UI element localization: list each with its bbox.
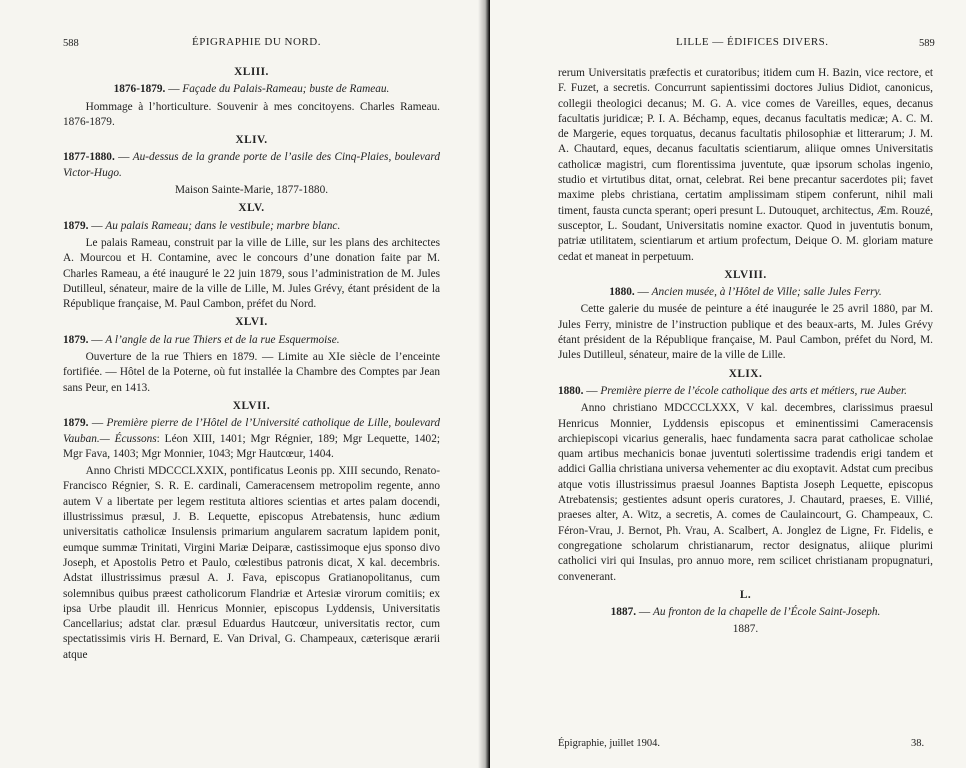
- entry-year: 1876-1879.: [113, 83, 166, 96]
- entry-title: Façade du Palais-Rameau; buste de Rameau.: [182, 83, 390, 96]
- entry-title: Au palais Rameau; dans le vestibule; marbre blanc.: [105, 219, 341, 232]
- paragraph: Ouverture de la rue Thiers en 1879. — Limite au XIe siècle de l’enceinte fortifiée. — Hôtel de la Poterne, où fut installée la Chambre des Comptes par Jean sans Peur, en 1413.: [63, 351, 440, 394]
- entry-detail: : Léon XIII, 1401; Mgr Régnier, 189; Mgr Lequette, 1402; Mgr Fava, 1403; Mgr Monnier, 1043; Mgr Hautcœur, 1404.: [63, 432, 440, 460]
- entry-heading: [558, 384, 933, 399]
- entry-year: 1879.: [63, 219, 89, 232]
- running-head: LILLE — ÉDIFICES DIVERS.: [676, 36, 829, 48]
- entry-heading: [63, 219, 440, 234]
- dash: —: [636, 606, 654, 619]
- running-head: ÉPIGRAPHIE DU NORD.: [192, 36, 321, 48]
- entry-heading: [558, 285, 933, 300]
- text-column: [558, 66, 933, 638]
- entry-title: Au fronton de la chapelle de l’École Saint-Joseph.: [653, 606, 881, 619]
- footer-right: 38.: [911, 738, 925, 749]
- dash: —: [114, 151, 133, 164]
- dash: —: [88, 417, 107, 430]
- paragraph: Hommage à l’horticulture. Souvenir à mes concitoyens. Charles Rameau. 1876-1879.: [63, 100, 440, 128]
- centered-line: 1887.: [732, 623, 759, 636]
- page-number: 588: [63, 38, 79, 49]
- entry-title: Au-dessus de la grande porte de l’asile des Cinq-Plaies, boulevard Victor-Hugo.: [63, 151, 440, 179]
- paragraph: Le palais Rameau, construit par la ville de Lille, sur les plans des architectes A. Mourcou et H. Contamine, avec le concours d’une donation faite par M. Charles Rameau, a été inauguré le 22 juin 1879, sous l’administration de M. Jules Dutilleul, sénateur, maire de la ville de Lille, M. Jules Grévy, étant président de la République française, M. Paul Cambon, préfet du Nord.: [63, 236, 440, 311]
- section-number: XLIV.: [235, 134, 268, 147]
- dash: —: [583, 384, 601, 397]
- entry-heading: [63, 150, 440, 181]
- section-number: XLVIII.: [724, 268, 767, 281]
- entry-year: 1880.: [558, 384, 584, 397]
- page-number: 589: [919, 38, 935, 49]
- dash: —: [634, 286, 652, 299]
- paragraph: Anno Christi MDCCCLXXIX, pontificatus Leonis pp. XIII secundo, Renato-Francisco Régnier, S. R. E. cardinali, Cameracensem metropolim regente, anno autem V a libertate per legem restituta altiores scientias et artes palam docendi, illustrissimus præsul, J. B. Lequette, episcopus Atrebatensis, hunc ædium universitatis catholicæ Insulensis primarium angularem sacratum lapidem ponit, eumque summæ Trinitati, Virgini Mariæ Deiparæ, castissimoque ejus sponso divo Joseph, et Apostolis Petro et Paulo, cœlestibus patronis dicat, X kal. decembris. Adstat illustrissimus præsul A. J. Fava, episcopus Gratianopolitanus, cum solemnibus quibus præest catholicorum Flandriæ et Artesiæ virorum comitiis; ex ipsa Urbe plaudit ill. Henricus Monnier, episcopus Lyddensis, Universitatis Cancellarius; adstat clar. præsul Eduardus Hautcœur, universitatis rector, cum spectatissimis viris H. Bernard, E. Van Drival, G. Champeaux, cæterisque ærarii atque: [63, 465, 440, 661]
- entry-year: 1877-1880.: [63, 151, 115, 164]
- section-number: XLVII.: [232, 399, 271, 412]
- dash: —: [165, 83, 183, 96]
- dash: —: [88, 219, 106, 232]
- entry-heading: [63, 416, 440, 462]
- entry-year: 1879.: [63, 417, 89, 430]
- text-column: [63, 62, 440, 666]
- section-number: XLVI.: [235, 316, 268, 329]
- paragraph: rerum Universitatis præfectis et curatoribus; itidem cum H. Bazin, vice rectore, et F. Fuzet, a secretis. Concurrunt sapientissimi doctores Julius Didiot, canonicus, collegii theologici decanus; M. G. A. vice comes de Vareilles, eques, decanus facultatis juridicæ; P. I. A. Béchamp, eques, decanus facultatis medicæ; A. C. M. de Margerie, eques torquatus, decanus facultatis philosophiæ et litterarum; J. M. A. Chautard, eques, decanus facultatis scientiarum, aliique omnes Universitatis catholicæ magistri, cum florentissima juventute, quæ ipsorum scholas ingenio, studio et virtutibus ditat, ornat, celebrat. Rei bene precantur sacerdotes pii; favet maxime plebs christiana, certatim amplissimam stipem conferunt, nihil mali timent, fausta cuncta sperant; operi presunt L. Dutouquet, architectus, Æm. Rouzé, susceptor, L. Soudant, Universitatis nomine exactor. Quod in juventutis bonum, patriæ utilitatem, scientiarum et artium profectum, Deique O. M. gloriam mature cedat et maneat in perpetuum.: [558, 67, 933, 263]
- footer-left: Épigraphie, juillet 1904.: [558, 738, 661, 749]
- entry-heading: [63, 333, 440, 348]
- entry-title: A l’angle de la rue Thiers et de la rue Esquermoise.: [105, 333, 340, 346]
- entry-heading: [558, 605, 933, 620]
- entry-title: Première pierre de l’école catholique des arts et métiers, rue Auber.: [600, 384, 907, 397]
- entry-title: Première pierre de l’Hôtel de l’Université catholique de Lille, boulevard Vauban.— Écussons: [63, 417, 440, 445]
- entry-year: 1879.: [63, 333, 89, 346]
- entry-title: Ancien musée, à l’Hôtel de Ville; salle Jules Ferry.: [651, 286, 882, 299]
- centered-line: Maison Sainte-Marie, 1877-1880.: [174, 184, 329, 197]
- right-page: [490, 0, 966, 768]
- paragraph: Cette galerie du musée de peinture a été inaugurée le 25 avril 1880, par M. Jules Ferry, ministre de l’instruction publique et des beaux-arts, M. Jules Grévy étant président de la République française, M. Paul Cambon, préfet du Nord, M. Jules Dutilleul, sénateur, maire de la ville de Lille.: [558, 303, 933, 362]
- paragraph: Anno christiano MDCCCLXXX, V kal. decembres, clarissimus praesul Henricus Monnier, Lyddensis episcopus et eminentissimi Cameracensis archiepiscopi vicarius generalis, haec fundamenta sacra parat catholicae scholae quam artibus mechanicis bonae juventuti solertissime tradendis erigi tandem et addici Gallia christiana universa vehementer ac diu exoptavit. Adstat cum precibus atque votis illustrissimus praesul Joannes Baptista Joseph Lequette, episcopus Atrebatensis; gestientes adsunt operis curatores, J. Chautard, praeses, E. Villié, praeses alter, A. Witz, a secretis, A. comes de Caulaincourt, G. Champeaux, C. Féron-Vrau, J. Bernot, Ph. Vrau, A. Scalbert, A. Jonglez de Ligne, Fr. Fidelis, e congregatione scholarum christianarum, rector designatus, aliique plurimi catholici viri qui Insulas, pro annuo more, rem scilicet christianam propugnaturi, convenerant.: [558, 402, 933, 583]
- entry-year: 1887.: [610, 606, 637, 619]
- entry-year: 1880.: [609, 286, 635, 299]
- section-number: XLIII.: [234, 66, 269, 78]
- section-number: XLIX.: [728, 367, 763, 380]
- entry-heading: [63, 82, 440, 97]
- dash: —: [88, 333, 106, 346]
- section-number: XLV.: [238, 202, 265, 215]
- section-number: L.: [739, 588, 752, 601]
